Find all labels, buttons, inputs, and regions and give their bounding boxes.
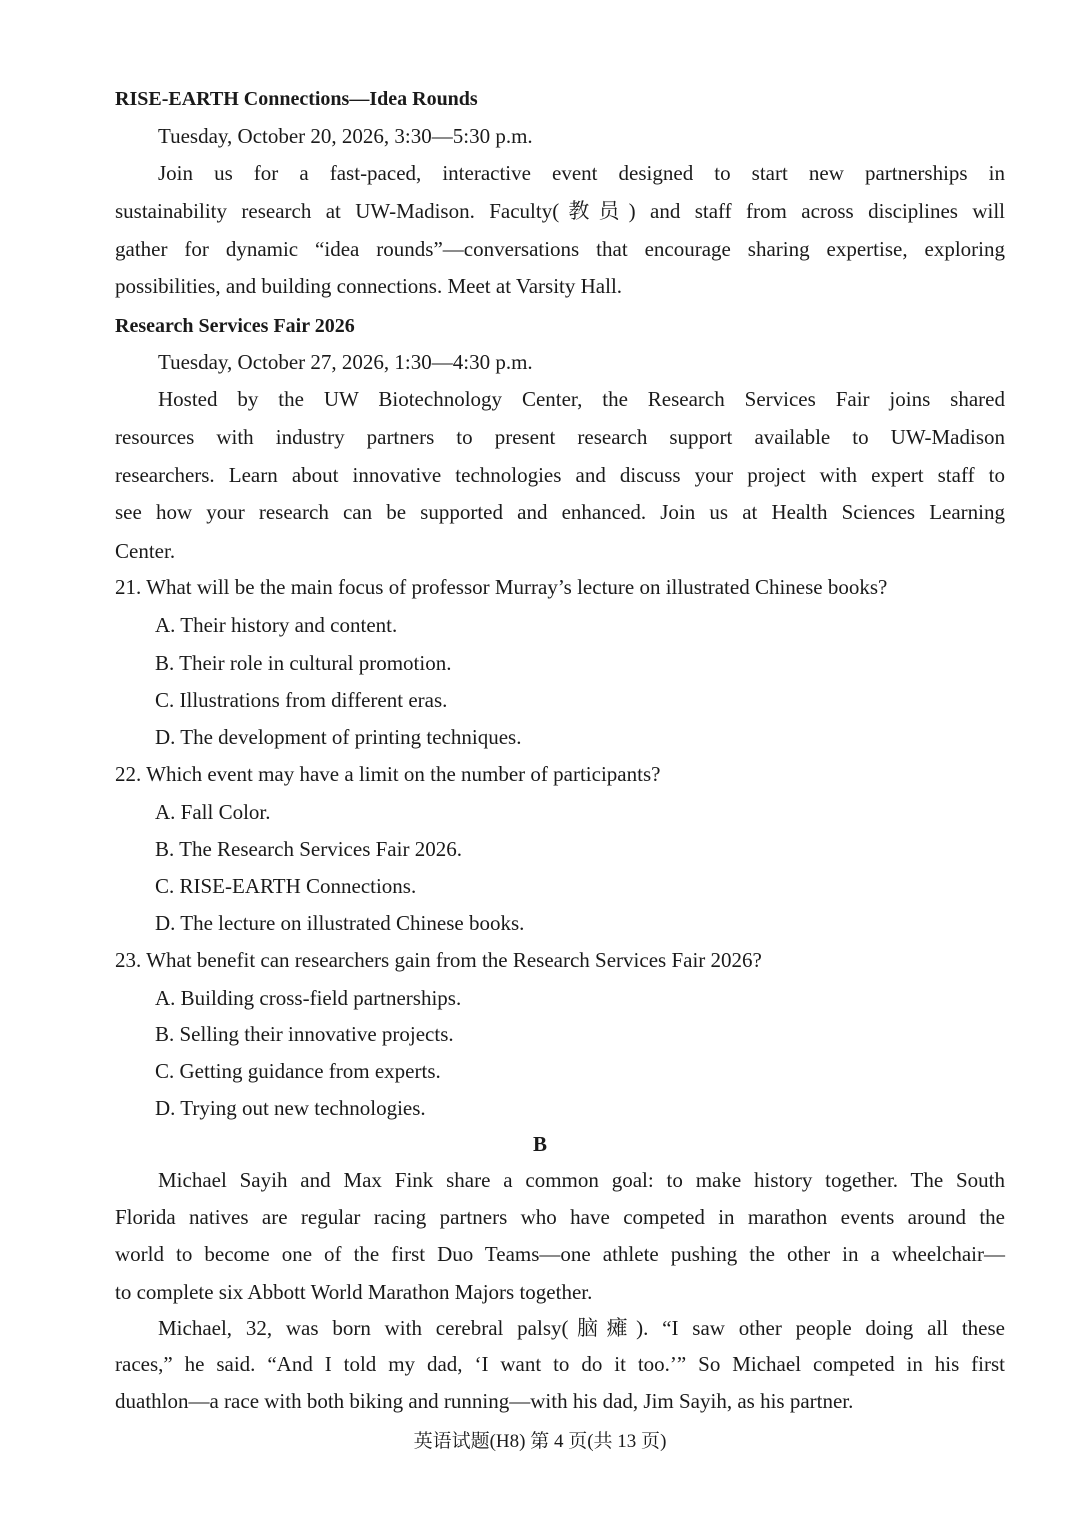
paragraph-line: researchers. Learn about innovative technologies and discuss your project with expert staff to	[115, 463, 1005, 487]
answer-option: C. RISE-EARTH Connections.	[155, 874, 417, 898]
paragraph-line: Join us for a fast-paced, interactive event designed to start new partnerships in	[158, 161, 1005, 185]
question-stem: 21. What will be the main focus of professor Murray’s lecture on illustrated Chinese books?	[115, 575, 888, 599]
answer-option: C. Getting guidance from experts.	[155, 1059, 441, 1083]
event-date: Tuesday, October 27, 2026, 1:30—4:30 p.m.	[158, 350, 533, 374]
paragraph-line: see how your research can be supported and enhanced. Join us at Health Sciences Learning	[115, 500, 1005, 524]
section-label: B	[532, 1132, 547, 1156]
paragraph-line: resources with industry partners to present research support available to UW-Madison	[115, 425, 1005, 449]
paragraph-line: world to become one of the first Duo Teams—one athlete pushing the other in a wheelchair—	[115, 1242, 1005, 1266]
answer-option: A. Fall Color.	[155, 800, 271, 824]
answer-option: B. Their role in cultural promotion.	[155, 651, 452, 675]
paragraph-line: Michael Sayih and Max Fink share a common goal: to make history together. The South	[158, 1168, 1005, 1192]
paragraph-line: Center.	[115, 539, 176, 563]
answer-option: B. The Research Services Fair 2026.	[155, 837, 462, 861]
paragraph-line: possibilities, and building connections. Meet at Varsity Hall.	[115, 274, 623, 298]
paragraph-line: races,” he said. “And I told my dad, ‘I want to do it too.’” So Michael competed in his first	[115, 1352, 1005, 1376]
answer-option: B. Selling their innovative projects.	[155, 1022, 454, 1046]
answer-option: D. The development of printing techniques.	[155, 725, 522, 749]
event-title: Research Services Fair 2026	[115, 315, 355, 337]
answer-option: D. Trying out new technologies.	[155, 1096, 426, 1120]
answer-option: A. Their history and content.	[155, 613, 398, 637]
paragraph-line: gather for dynamic “idea rounds”—conversations that encourage sharing expertise, exploring	[115, 237, 1005, 261]
question-stem: 23. What benefit can researchers gain from the Research Services Fair 2026?	[115, 948, 762, 972]
page-footer: 英语试题(H8) 第 4 页(共 13 页)	[413, 1431, 667, 1452]
paragraph-line: sustainability research at UW-Madison. Faculty(教员) and staff from across disciplines will	[115, 199, 1005, 223]
paragraph-line: Michael, 32, was born with cerebral palsy(脑瘫). “I saw other people doing all these	[158, 1316, 1005, 1340]
answer-option: A. Building cross-field partnerships.	[155, 986, 462, 1010]
answer-option: D. The lecture on illustrated Chinese books.	[155, 911, 525, 935]
paragraph-line: Florida natives are regular racing partners who have competed in marathon events around the	[115, 1205, 1005, 1229]
event-date: Tuesday, October 20, 2026, 3:30—5:30 p.m.	[158, 124, 533, 148]
paragraph-line: duathlon—a race with both biking and running—with his dad, Jim Sayih, as his partner.	[115, 1389, 854, 1413]
paragraph-line: Hosted by the UW Biotechnology Center, the Research Services Fair joins shared	[158, 387, 1005, 411]
question-stem: 22. Which event may have a limit on the number of participants?	[115, 762, 661, 786]
paragraph-line: to complete six Abbott World Marathon Majors together.	[115, 1280, 593, 1304]
answer-option: C. Illustrations from different eras.	[155, 688, 448, 712]
event-title: RISE-EARTH Connections—Idea Rounds	[115, 88, 478, 110]
